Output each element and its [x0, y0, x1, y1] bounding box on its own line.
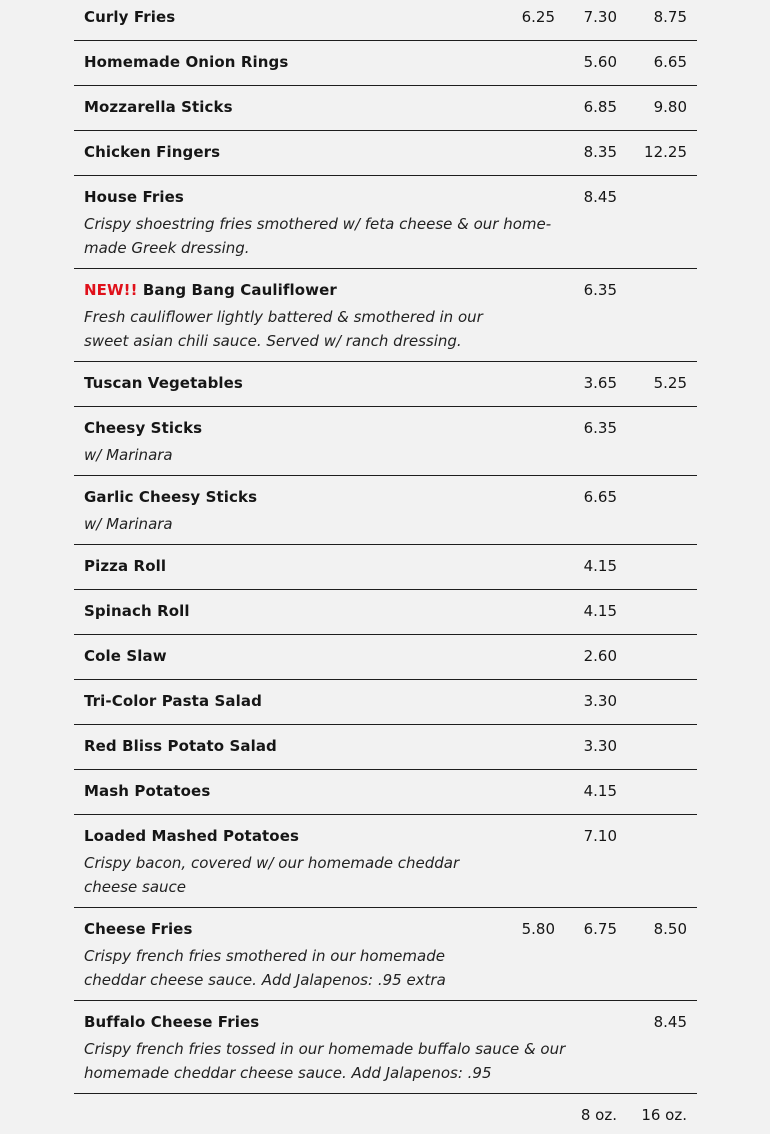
menu-item-row — [74, 476, 697, 545]
menu-item-row — [74, 545, 697, 590]
item-price-medium: 4.15 — [583, 602, 617, 620]
item-price-small: 6.25 — [521, 8, 555, 26]
item-price-medium: 3.30 — [583, 737, 617, 755]
item-name-text: Bang Bang Cauliflower — [142, 281, 337, 299]
menu-item-row — [74, 86, 697, 131]
item-price-large: 6.65 — [653, 53, 687, 71]
menu-item-row — [74, 0, 697, 41]
item-description: Crispy shoestring fries smothered w/ feta cheese & our home-made Greek dressing. — [84, 215, 552, 257]
item-price-medium: 6.65 — [583, 488, 617, 506]
item-name: Garlic Cheesy Sticks — [84, 488, 258, 506]
menu-item-row — [74, 725, 697, 770]
menu-item-row — [74, 770, 697, 815]
item-price-medium: 7.30 — [583, 8, 617, 26]
item-name: Buffalo Cheese Fries — [84, 1013, 260, 1031]
item-price-medium: 6.75 — [583, 920, 617, 938]
item-price-medium: 2.60 — [583, 647, 617, 665]
item-price-small: 5.80 — [521, 920, 555, 938]
item-name: Loaded Mashed Potatoes — [84, 827, 300, 845]
item-name: Cole Slaw — [84, 647, 167, 665]
size-label-8oz: 8 oz. — [580, 1106, 617, 1124]
menu-item-row — [74, 590, 697, 635]
item-name: Pizza Roll — [84, 557, 167, 575]
item-description: w/ Marinara — [84, 515, 173, 533]
item-price-large: 9.80 — [653, 98, 687, 116]
item-name — [84, 281, 337, 299]
item-name: Mozzarella Sticks — [84, 98, 233, 116]
menu-item-row — [74, 362, 697, 407]
item-price-medium: 7.10 — [583, 827, 617, 845]
item-price-medium: 5.60 — [583, 53, 617, 71]
item-name: Cheese Fries — [84, 920, 193, 938]
new-badge: NEW!! — [84, 281, 138, 299]
item-name: Red Bliss Potato Salad — [84, 737, 277, 755]
menu-item-row — [74, 407, 697, 476]
item-name: Chicken Fingers — [84, 143, 221, 161]
item-price-large: 8.75 — [653, 8, 687, 26]
item-description: Fresh cauliflower lightly battered & smothered in our sweet asian chili sauce. Served w/ ranch dressing. — [84, 308, 483, 350]
item-price-medium: 8.45 — [583, 188, 617, 206]
menu-table — [74, 0, 697, 1134]
item-name: Curly Fries — [84, 8, 176, 26]
size-label-16oz: 16 oz. — [641, 1106, 687, 1124]
item-price-medium: 4.15 — [583, 782, 617, 800]
item-name: Spinach Roll — [84, 602, 190, 620]
menu-item-row — [74, 815, 697, 908]
item-name: Cheesy Sticks — [84, 419, 203, 437]
item-price-medium: 3.65 — [583, 374, 617, 392]
item-price-large: 8.45 — [653, 1013, 687, 1031]
item-name: Homemade Onion Rings — [84, 53, 289, 71]
menu-item-row — [74, 269, 697, 362]
item-name: House Fries — [84, 188, 184, 206]
item-name: Mash Potatoes — [84, 782, 211, 800]
menu-item-row — [74, 908, 697, 1001]
size-header-row — [74, 1094, 697, 1134]
item-description: Crispy french fries tossed in our homemade buffalo sauce & our homemade cheddar cheese sauce. Add Jalapenos: .95 — [84, 1040, 566, 1082]
item-price-medium: 4.15 — [583, 557, 617, 575]
item-name: Tri-Color Pasta Salad — [84, 692, 262, 710]
item-price-medium: 6.35 — [583, 419, 617, 437]
item-price-large: 12.25 — [644, 143, 687, 161]
item-description: Crispy bacon, covered w/ our homemade cheddar cheese sauce — [84, 854, 460, 896]
item-price-medium: 6.35 — [583, 281, 617, 299]
item-price-medium: 8.35 — [583, 143, 617, 161]
item-price-large: 5.25 — [653, 374, 687, 392]
item-name: Tuscan Vegetables — [84, 374, 243, 392]
menu-item-row — [74, 176, 697, 269]
menu-item-row — [74, 635, 697, 680]
item-price-medium: 3.30 — [583, 692, 617, 710]
item-price-medium: 6.85 — [583, 98, 617, 116]
menu-item-row — [74, 131, 697, 176]
menu-item-row — [74, 1001, 697, 1094]
item-price-large: 8.50 — [653, 920, 687, 938]
item-description: w/ Marinara — [84, 446, 173, 464]
menu-item-row — [74, 41, 697, 86]
item-description: Crispy french fries smothered in our homemade cheddar cheese sauce. Add Jalapenos: .95 extra — [84, 947, 446, 989]
menu-item-row — [74, 680, 697, 725]
